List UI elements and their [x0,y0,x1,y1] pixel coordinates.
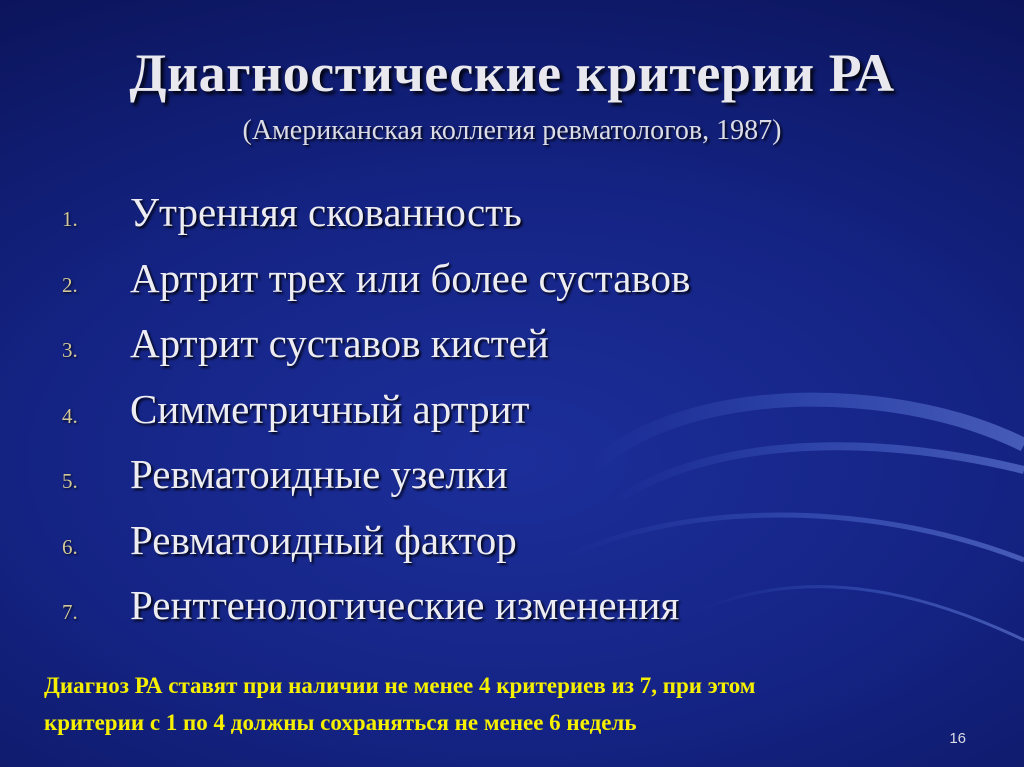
diagnosis-note-line-1: Диагноз РА ставят при наличии не менее 4 критериев из 7, при этом [44,673,756,698]
diagnosis-note-line-2: критерии с 1 по 4 должны сохраняться не менее 6 недель [44,710,637,735]
page-number: 16 [949,730,966,747]
list-item [62,319,690,385]
list-item-number: 6. [62,534,78,559]
list-item [62,516,690,582]
list-item-number: 2. [62,272,78,297]
list-item [62,385,690,451]
slide-subtitle: (Американская коллегия ревматологов, 1987) [242,115,782,146]
list-item-text: Артрит трех или более суставов [130,254,691,301]
list-item [62,188,690,254]
list-item-number: 3. [62,338,78,362]
diagnosis-note [44,667,1019,741]
slide-title: Диагностические критерии РА [129,43,895,103]
list-item [62,450,690,516]
list-item-text: Артрит суставов кистей [130,320,549,366]
list-item-text: Рентгенологические изменения [130,582,680,628]
list-item-number: 4. [62,403,78,428]
list-item-text: Симметричный артрит [130,385,530,432]
list-item-number: 7. [62,600,78,624]
list-item-text: Ревматоидный фактор [130,516,517,563]
list-item-number: 1. [62,207,78,231]
list-item-number: 5. [62,469,78,493]
list-item-text: Ревматоидные узелки [130,451,508,497]
list-item-text: Утренняя скованность [130,189,522,235]
list-item [62,254,690,320]
list-item [62,581,690,647]
criteria-list [62,188,690,647]
